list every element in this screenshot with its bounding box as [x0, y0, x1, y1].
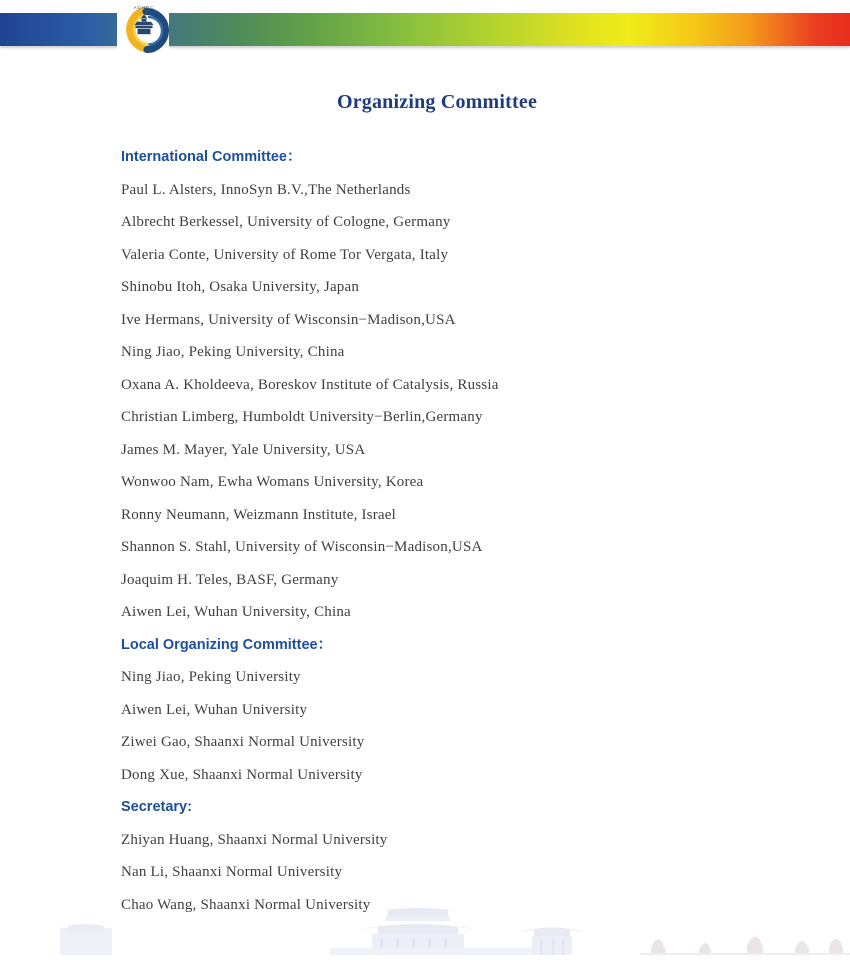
section-local-organizing-committee [121, 638, 753, 783]
committee-member: Ning Jiao, Peking University, China [121, 344, 345, 360]
page-title: Organizing Committee [336, 91, 538, 113]
committee-member: Aiwen Lei, Wuhan University [121, 701, 308, 718]
committee-member: Joaquim H. Teles, BASF, Germany [121, 571, 339, 588]
committee-member: Shinobu Itoh, Osaka University, Japan [121, 279, 360, 295]
committee-member: Nan Li, Shaanxi Normal University [121, 864, 343, 880]
committee-member: Aiwen Lei, Wuhan University, China [121, 604, 351, 620]
committee-member: Ronny Neumann, Weizmann Institute, Israel [121, 506, 396, 523]
section-international-committee [121, 150, 753, 620]
committee-member: Shannon S. Stahl, University of Wisconsin−Madison,USA [121, 539, 483, 555]
committee-member: Ning Jiao, Peking University [121, 669, 301, 685]
section-heading-secretary: Secretary: [121, 799, 192, 815]
committee-member: Valeria Conte, University of Rome Tor Vergata, Italy [121, 246, 449, 263]
committee-member: James M. Mayer, Yale University, USA [121, 441, 366, 458]
committee-member: Zhiyan Huang, Shaanxi Normal University [121, 831, 388, 848]
section-heading-local: Local Organizing Committee： [121, 636, 333, 653]
section-secretary [121, 800, 753, 913]
committee-member: Ive Hermans, University of Wisconsin−Madison,USA [121, 311, 456, 328]
committee-member: Dong Xue, Shaanxi Normal University [121, 766, 363, 783]
section-heading-international: International Committee： [121, 149, 302, 165]
committee-member: Albrecht Berkessel, University of Cologne, Germany [121, 214, 451, 230]
committee-member: Paul L. Alsters, InnoSyn B.V.,The Netherlands [121, 181, 411, 198]
committee-member: Chao Wang, Shaanxi Normal University [121, 896, 371, 913]
committee-member: Wonwoo Nam, Ewha Womans University, Korea [121, 474, 424, 490]
logo-wordmark: ADHOC [133, 5, 155, 10]
committee-member: Christian Limberg, Humboldt University−Berlin,Germany [121, 409, 483, 425]
committee-member: Ziwei Gao, Shaanxi Normal University [121, 734, 365, 750]
committee-member: Oxana A. Kholdeeva, Boreskov Institute of Catalysis, Russia [121, 376, 499, 393]
committee-content [121, 0, 753, 930]
